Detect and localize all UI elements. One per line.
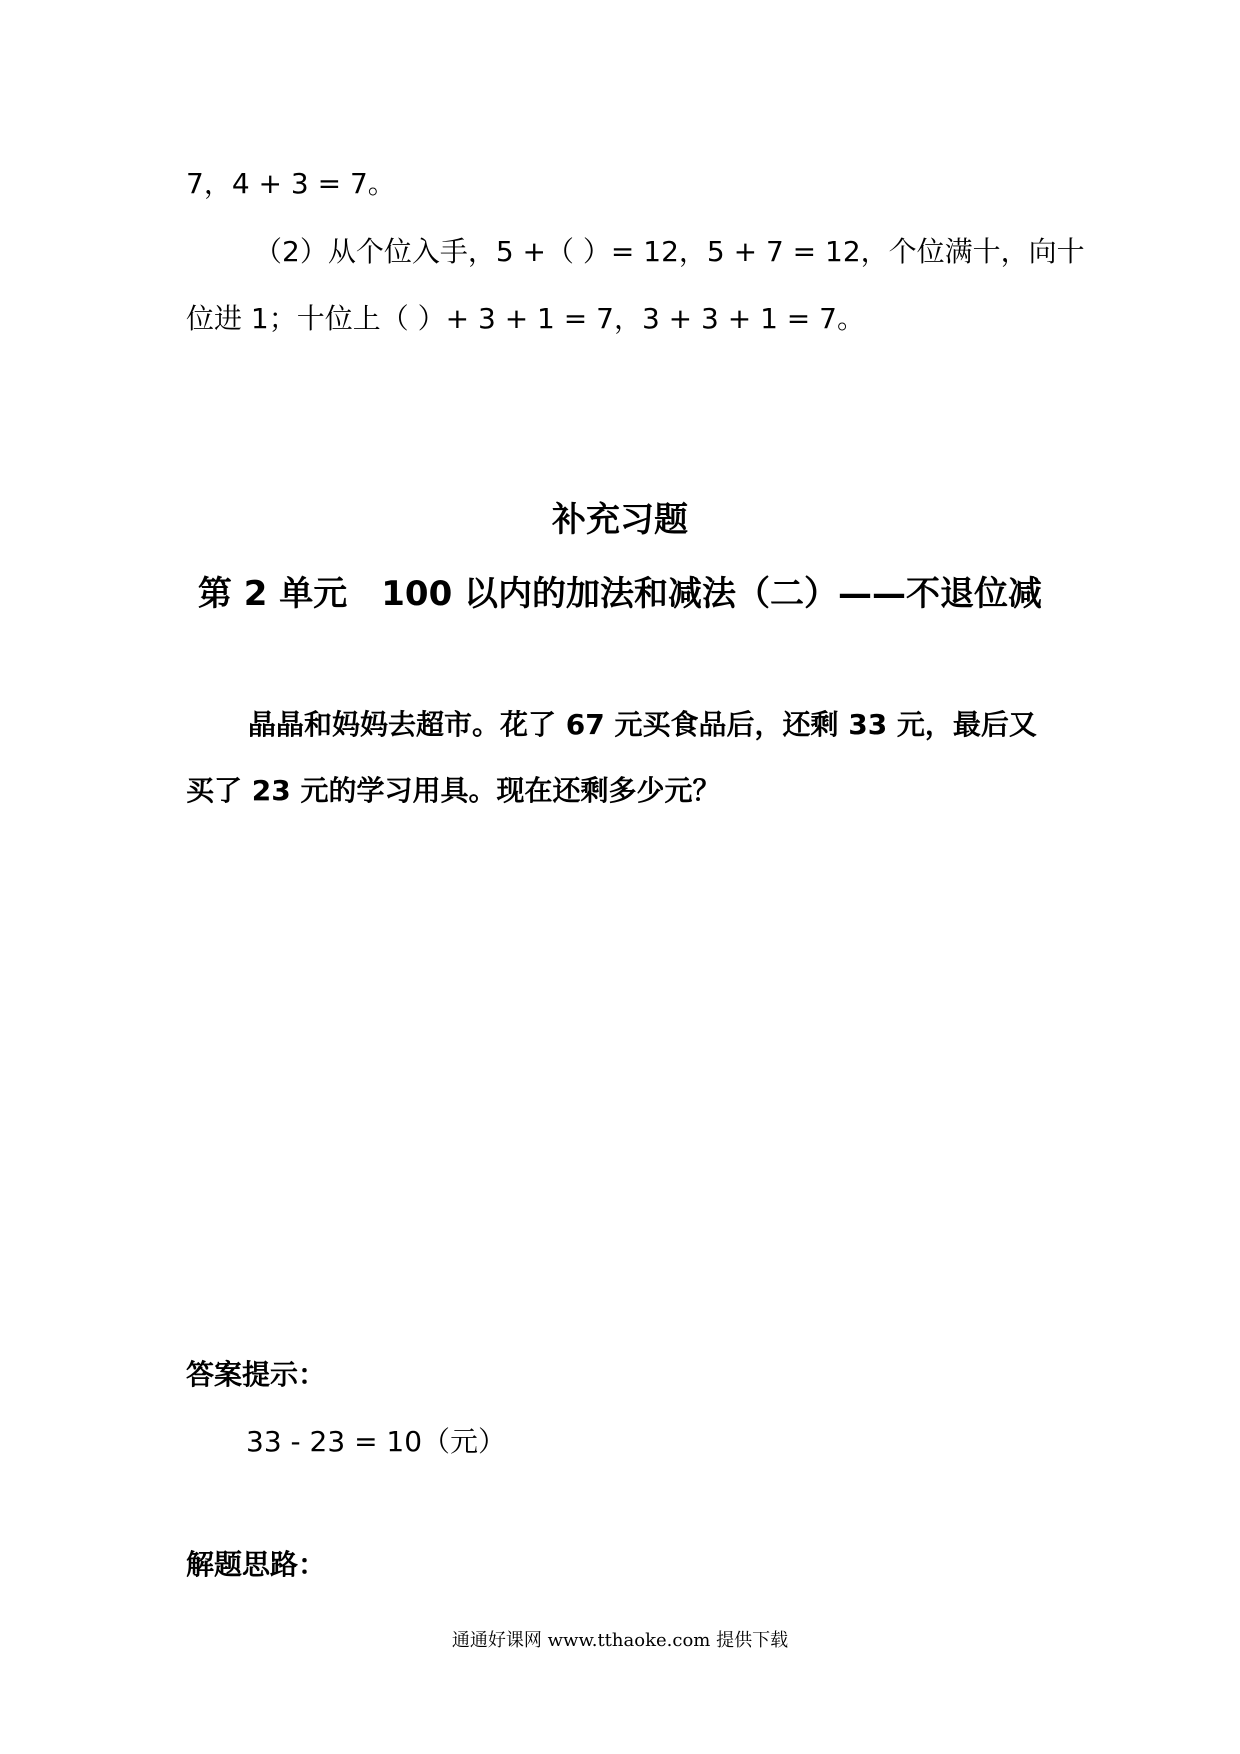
section-subtitle: 第 2 单元 100 以内的加法和减法（二）——不退位减	[197, 574, 1043, 614]
problem-line-1: 晶晶和妈妈去超市。花了 67 元买食品后，还剩 33 元，最后又	[248, 708, 1037, 741]
continuation-line-1: 7，4 + 3 = 7。	[186, 167, 396, 200]
answer-text: 33 - 23 = 10（元）	[246, 1425, 507, 1458]
continuation-line-3: 位进 1；十位上（ ）+ 3 + 1 = 7，3 + 3 + 1 = 7。	[186, 302, 865, 335]
problem-line-2: 买了 23 元的学习用具。现在还剩多少元？	[186, 774, 721, 807]
solution-heading: 解题思路：	[186, 1548, 327, 1581]
answer-heading: 答案提示：	[186, 1358, 327, 1391]
section-title: 补充习题	[552, 500, 688, 540]
continuation-line-2: （2）从个位入手，5 +（ ）= 12，5 + 7 = 12，个位满十，向十	[254, 235, 1085, 268]
page-footer: 通通好课网 www.tthaoke.com 提供下载	[451, 1630, 789, 1651]
